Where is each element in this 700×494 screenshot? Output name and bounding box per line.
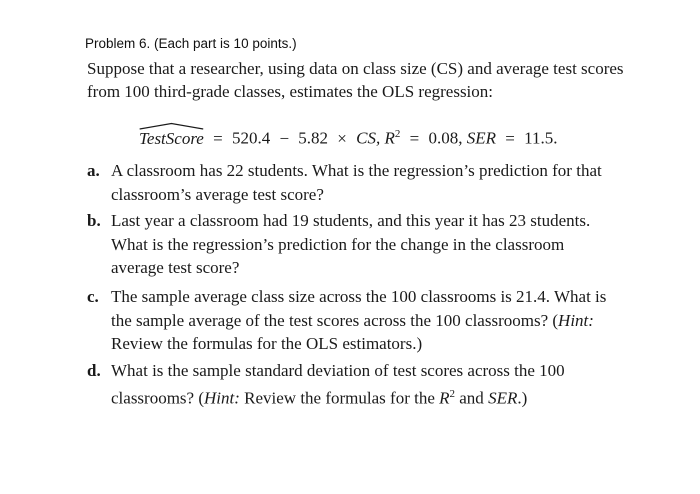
equals-sign: =: [213, 128, 223, 148]
problem-intro: Suppose that a researcher, using data on class size (CS) and average test scores from 100 third-grade classes, estimates the OLS regression:: [87, 59, 624, 101]
hat-accent: [139, 122, 204, 130]
regression-equation: [139, 122, 557, 151]
part-label: a.: [87, 161, 100, 180]
regressor-name: CS,: [356, 128, 381, 148]
part-text-segment: .): [517, 388, 528, 408]
times-sign: ×: [337, 128, 347, 148]
part-text: [111, 285, 621, 356]
r-squared-superscript: 2: [394, 128, 401, 140]
hint-label: Hint:: [558, 310, 594, 330]
problem-heading: Problem 6. (Each part is 10 points.): [85, 36, 297, 51]
part-text-segment: and: [455, 388, 489, 408]
hint-label: Hint:: [204, 388, 240, 408]
test-score-hat: [139, 127, 204, 151]
part-text: Last year a classroom had 19 students, and this year it has 23 students. What is the regression’s prediction for the change in the classroom average test score?: [111, 211, 591, 277]
part-text-segment: Review the formulas for the: [239, 388, 440, 408]
ser-label: SER: [466, 128, 496, 148]
equals-sign: =: [505, 128, 515, 148]
r-squared-label: R: [439, 388, 450, 408]
intercept-value: 520.4: [231, 128, 271, 148]
r-squared-superscript: 2: [449, 387, 456, 400]
slope-value: 5.82: [298, 128, 329, 148]
dependent-variable: TestScore: [139, 128, 204, 148]
ser-label: SER: [488, 388, 518, 408]
part-text: [111, 359, 621, 410]
equals-sign: =: [409, 128, 420, 148]
part-text-segment: The sample average class size across the 100 classrooms is 21.4. What is the sample average of the test scores across the 100 classrooms? (: [111, 287, 607, 330]
part-text: A classroom has 22 students. What is the regression’s prediction for that classroom’s average test score?: [111, 161, 602, 204]
part-label: b.: [87, 211, 101, 230]
part-text-segment: What is the sample standard deviation of test scores across the 100 classrooms? (: [111, 361, 565, 408]
part-label: c.: [87, 287, 99, 306]
r-squared-label: R: [384, 128, 395, 148]
minus-sign: −: [279, 128, 290, 148]
part-text-segment: Review the formulas for the OLS estimators.): [111, 334, 423, 353]
part-label: d.: [87, 361, 101, 380]
ser-value: 11.5.: [524, 128, 558, 148]
r-squared-value: 0.08,: [428, 128, 463, 148]
